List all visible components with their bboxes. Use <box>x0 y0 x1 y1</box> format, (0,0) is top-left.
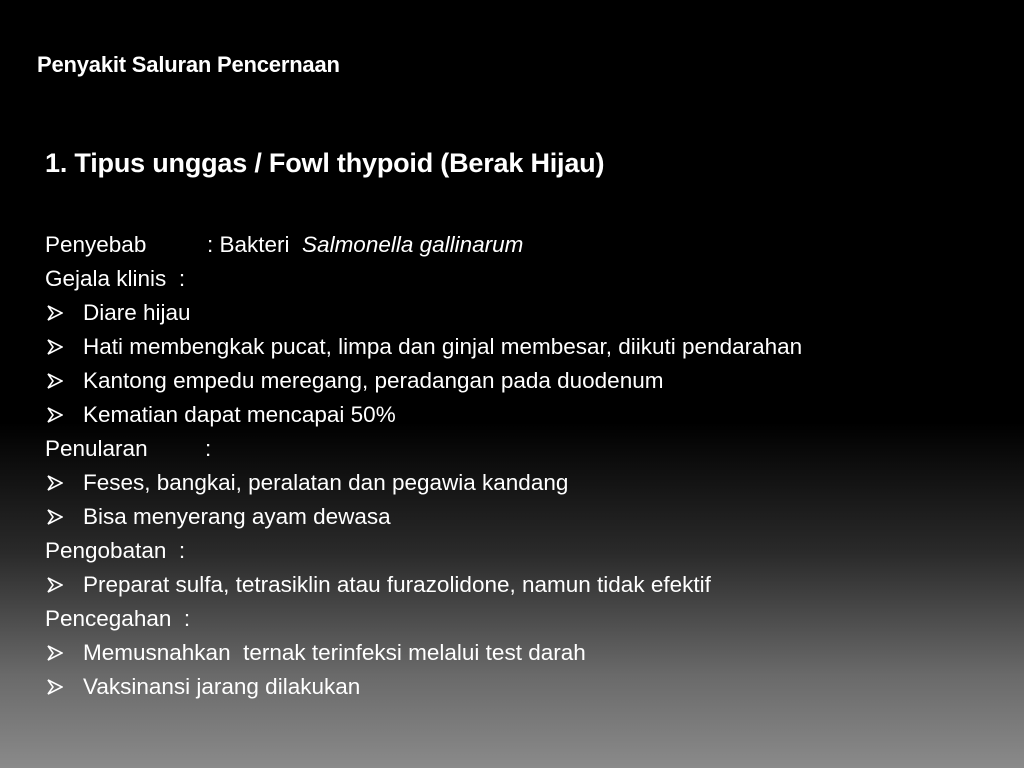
gejala-item <box>45 364 985 398</box>
gejala-item <box>45 296 985 330</box>
penularan-item <box>45 466 985 500</box>
pencegahan-line <box>45 602 985 636</box>
arrow-bullet-icon <box>47 339 63 355</box>
gejala-item-text: Diare hijau <box>83 300 191 325</box>
arrow-bullet-icon <box>47 373 63 389</box>
arrow-bullet-icon <box>47 679 63 695</box>
pencegahan-item <box>45 636 985 670</box>
disease-heading: 1. Tipus unggas / Fowl thypoid (Berak Hijau) <box>45 148 605 178</box>
penularan-line <box>45 432 985 466</box>
pencegahan-item-text: Memusnahkan ternak terinfeksi melalui test darah <box>83 640 586 665</box>
arrow-bullet-icon <box>47 305 63 321</box>
penyebab-label: Penyebab <box>45 232 147 257</box>
pencegahan-item-text: Vaksinansi jarang dilakukan <box>83 674 361 699</box>
penularan-item-text: Bisa menyerang ayam dewasa <box>83 504 391 529</box>
arrow-bullet-icon <box>47 645 63 661</box>
gejala-label: Gejala klinis <box>45 266 167 291</box>
penyebab-colon-text: : Bakteri <box>207 232 290 257</box>
gejala-item <box>45 398 985 432</box>
gejala-colon: : <box>178 266 186 291</box>
penyebab-organism: Salmonella gallinarum <box>302 232 524 257</box>
arrow-bullet-icon <box>47 577 63 593</box>
penularan-colon: : <box>205 436 212 461</box>
pengobatan-colon: : <box>178 538 186 563</box>
penularan-label: Penularan <box>45 436 148 461</box>
arrow-bullet-icon <box>47 509 63 525</box>
pengobatan-label: Pengobatan <box>45 538 167 563</box>
arrow-bullet-icon <box>47 475 63 491</box>
pengobatan-line <box>45 534 985 568</box>
slide-content <box>45 228 985 704</box>
pencegahan-item <box>45 670 985 704</box>
pengobatan-item-text: Preparat sulfa, tetrasiklin atau furazolidone, namun tidak efektif <box>83 572 711 597</box>
gejala-item-text: Hati membengkak pucat, limpa dan ginjal membesar, diikuti pendarahan <box>83 334 803 359</box>
penyebab-line <box>45 228 985 262</box>
gejala-item <box>45 330 985 364</box>
pencegahan-label: Pencegahan <box>45 606 172 631</box>
gejala-item-text: Kematian dapat mencapai 50% <box>83 402 396 427</box>
pencegahan-colon: : <box>183 606 191 631</box>
gejala-item-text: Kantong empedu meregang, peradangan pada duodenum <box>83 368 664 393</box>
arrow-bullet-icon <box>47 407 63 423</box>
penularan-item-text: Feses, bangkai, peralatan dan pegawia kandang <box>83 470 569 495</box>
penularan-item <box>45 500 985 534</box>
slide-header-title: Penyakit Saluran Pencernaan <box>37 52 340 77</box>
gejala-line <box>45 262 985 296</box>
pengobatan-item <box>45 568 985 602</box>
